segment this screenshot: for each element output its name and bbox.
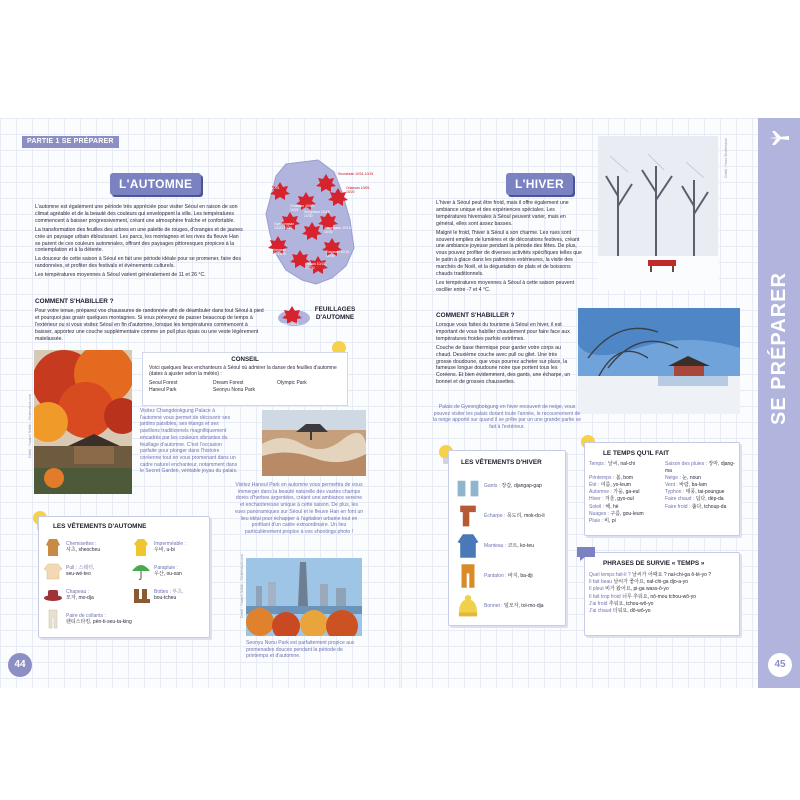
garment-item: Gants : 장갑, djangap-gap [455,473,563,499]
map-label: Gyeryongsan 10/20-10/31 [274,222,295,230]
winter-clothes-card [448,450,566,626]
trousers-icon [455,563,481,589]
phrase-row: Il pleut 비가 왔어요, pi-ga wass-ô-yo [589,586,669,593]
weather-row: Temps : 날씨, nal-chi [589,461,636,467]
speech-bubble-icon [575,545,597,563]
seonyu-park-photo [246,558,362,636]
garment-item: Écharpe : 목도리, mok-do-li [455,503,563,529]
page-number-right: 45 [768,653,792,677]
weather-row: Hiver : 겨울, gyo-oul [589,496,634,503]
sweater-icon [43,561,63,581]
conseil-places [143,380,347,394]
winter-intro-p1: L'hiver à Séoul peut être froid, mais il offre également une ambiance unique et des expériences spéciales. Les températures hivernales à Séoul peuvent varier, mais en général, elles sont assez basses. [436,200,569,227]
garment-item: Parapluie : 우산, ou-san [131,561,209,581]
raincoat-icon [131,537,151,557]
weather-row: Été : 여름, yo-leum [589,482,631,489]
autumn-intro-p4: Les températures moyennes à Séoul varient généralement de 11 et 26 °C. [35,272,206,279]
photo-credit: Crédit : Yusanni Sofiah - Shutterstock.com [28,394,32,458]
phrases-title: PHRASES DE SURVIE « TEMPS » [603,560,705,567]
autumn-clothes-title: LES VÊTEMENTS D'AUTOMNE [53,523,147,530]
garment-item: Bottes : 부츠, bou-tcheu [131,585,209,605]
conseil-place: Dream Forest [213,379,244,386]
trench-coat-icon [43,537,63,557]
weather-row: Soleil : 해, hè [589,503,619,510]
pants-icon [43,609,63,629]
boots-icon [131,585,151,605]
map-label: Juwangsan 10/15-10/30 [324,226,352,234]
winter-dress-text [436,322,574,388]
map-label: Hallasan 10/25-11/10 [276,322,300,330]
conseil-text: Voici quelques lieux enchanteurs à Séoul où admirer la danse des feuilles d'automne (dates à ajuster selon la météo) : [149,365,337,378]
weather-row: Printemps : 봄, bom [589,475,634,482]
winter-intro-p2: Malgré le froid, l'hiver à Séoul a son charme. Les rues sont souvent emplies de lumières et de décorations festives, créant une ambiance joyeuse pendant la période des fêtes. De plus, vous pouvez profiter de diverses activités spécifiques telles que le patin à glace dans les patinoires extérieures, la visite des marchés de Noël, et la dégustation de plats et de boissons chauds traditionnels. [436,229,582,278]
phrase-row: Il fait beau 날씨가 좋아요, nal-chi-ga djo-a-yo [589,579,689,586]
autumn-dress-title: COMMENT S'HABILLER ? [35,298,114,305]
autumn-intro-p1: L'automne est également une période très appréciée pour visiter Séoul en raison de son climat agréable et de la beauté des couleurs qui enveloppent la ville. Les températures commencent à baisser progressivement, créant une atmosphère fraîche et confortable. [35,204,238,224]
map-label: Seoul 10/20-11/01 [252,186,280,190]
phrase-row: J'ai chaud 더워요, dô-wô-yo [589,608,651,615]
map-label: Odaesan 10/05-10/20 [346,186,371,194]
coat-icon [455,533,481,559]
map-label: Naejangsan 10/25-11/05 [268,248,287,256]
weather-row: Faire froid : 춥다, tchoup-da [665,503,727,510]
weather-card [584,442,740,536]
gyeongbokgung-caption: Palais de Gyeongbokgung en hiver recouvert de neige, vous pouvez visiter les palais durant toute l'année, le recouvrement de la neige apporté sur quand il se prête par un une grande partie se fait à l'extérieur. [432,404,582,431]
haneul-park-photo [262,410,366,476]
palace-caption: Visitez Changdeokgung Palace à l'automne vous permet de découvrir ses jardins paisibles, ses étangs et ses pavillons traditionnels magnifiquement encadrés par les couleurs vibrantes du feuillage d'automne. C'est l'occasion parfaite pour plonger dans l'histoire coréenne tout en vous promenant dans un cadre naturel enchanteur, notamment dans le Secret Garden, véritable joyau du palais. [140,408,238,475]
book-spread [0,118,800,688]
phrases-card [584,552,740,636]
photo-credit: Crédit : Yeoul Shutterstock [724,138,728,178]
winter-intro [436,200,584,296]
chapter-side-tab [758,118,800,688]
weather-row: Neige : 눈, noun [665,475,701,482]
winter-dress-p2: Couche de base thermique pour garder votre corps au chaud. Deuxième couche avec pull ou gilet. Une très grosse doudoune, que vous pourrez acheter sur place, la fameuse longue doudoune noire que portent tous les Coréens. Et bien évidemment, des gants, une écharpe, un bonnet et de grosses chaussettes. [436,344,571,386]
autumn-title: L'AUTOMNE [110,173,201,195]
autumn-clothes-card [38,516,210,638]
conseil-place: Haneul Park [149,386,177,393]
garment-item: Chemisettes : 셔츠, sheocheu [43,537,129,557]
side-tab-label-wrap [763,198,795,498]
haneul-caption: Visitez Haneul Park en automne vous permettra de vous immerger dans la beauté naturelle des vastes champs dorés d'herbes argentées, créant une ambiance sereine et enchanteresse unique à cette saison. De plus, les vues panoramiques sur Séoul et le fleuve Han en font un lieu idéal pour échapper à l'agitation urbaine tout en profitant d'un cadre extraordinaire. Un lieu particulièrement propice à vos shootings photo ! [234,482,364,535]
map-label: Jirisan 10/15-10/30 [306,262,327,270]
weather-vocab [589,461,741,525]
phrases-list [589,572,739,615]
weather-row: Faire chaud : 덥다, dèp-da [665,496,724,503]
gloves-icon [455,473,481,499]
map-label: Mudeungsan 10/25-11/05 [270,274,290,282]
winter-title: L'HIVER [506,173,573,195]
phrase-row: J'ai froid 추워요, tchou-wô-yo [589,600,654,607]
hat-icon [43,585,63,605]
airplane-icon [768,130,790,146]
autumn-dress-text: Pour votre tenue, préparez vos chaussures de randonnée afin de déambuler dans tout Séoul à pied et pourquoi pas gravir quelques montagnes. Si vous prévoyez de passer beaucoup de temps à l'extérieur ou si vous visitez Séoul en fin d'automne, lorsque les températures commencent à baisser, apportez une couche supplémentaire comme un pull plus épais ou une veste légèrement matelassée. [35,308,264,342]
weather-row: Pluie : 비, pi [589,517,616,524]
gyeongbokgung-winter-photo [578,308,740,414]
winter-intro-p3: Les températures moyennes à Séoul à cette saison peuvent osciller entre -7 et 4 °C. [436,279,575,293]
umbrella-icon [131,561,151,581]
weather-row: Typhon : 태풍, tai-poungue [665,489,725,496]
conseil-place: Seonyu Nonu Park [213,386,255,393]
autumn-intro-p2: La transformation des feuilles des arbres en une palette de rouges, d'oranges et de jaunes crée un paysage urbain éblouissant. Les parcs, les montagnes et les rives du fleuve Han se parent de ces couleurs automnales, offrant des paysages pittoresques propices à la contemplation et à la détente. [35,226,243,254]
page-fold [399,118,402,688]
garment-item: Chapeau : 모자, mo-dja [43,585,129,605]
conseil-box [142,352,348,406]
autumn-intro-p3: La douceur de cette saison à Séoul en fait une période idéale pour se promener, faire des randonnées, et profiter des festivals et événements culturels. [35,256,241,270]
weather-row: Nuages : 구름, gou-leum [589,510,644,517]
map-label: Seoraksan 10/01-10/15 [338,172,374,176]
side-tab-label: SE PRÉPARER [767,271,790,425]
scarf-icon [455,503,481,529]
weather-row: Automne : 가을, ga-eul [589,489,640,496]
garment-item: Bonnet : 털모자, tol-mo-dja [455,593,563,619]
map-label: Gayasan 10/15-10/30 [326,250,351,258]
garment-item: Pantalon : 바지, ba-dji [455,563,563,589]
weather-title: LE TEMPS QU'IL FAIT [603,450,670,457]
conseil-place: Olympic Park [277,379,307,386]
winter-dress-title: COMMENT S'HABILLER ? [436,312,515,319]
winter-dress-p1: Lorsque vous faites du tourisme à Séoul en hiver, il est important de vous habiller chaudement pour faire face aux températures froides parfois extrêmes. [436,322,570,342]
seonyu-caption: Seonyu Nonu Park est parfaitement propice aux promenades douces pendant la période de printemps et d'automne. [246,640,355,660]
garment-item: Manteau : 코트, ko-teu [455,533,563,559]
conseil-place: Seoul Forest [149,379,178,386]
page-number-left: 44 [8,653,32,677]
photo-credit: Crédit : Yusanni Sofiah - Shutterstock.com [240,554,244,618]
garment-item: Pull : 스웨터, seu-wé-teo [43,561,129,581]
changdeokgung-photo [34,350,132,494]
garment-item: Imperméable : 우비, u-bi [131,537,209,557]
weather-row: Saison des pluies : 장마, djang-ma [665,461,735,475]
garment-item: Paire de collants : 팬티스타킹, pèn-ti-seu-ta-king [43,609,163,629]
map-caption: FEUILLAGES D'AUTOMNE [314,306,356,321]
map-label: Chiaksan 10/10-10/25 [290,204,315,212]
weather-row [665,511,741,518]
winter-clothes-title: LES VÊTEMENTS D'HIVER [461,459,542,466]
phrase-row: Il fait trop froid 너무 추워요, nô-mou tchou-wô-yo [589,593,696,600]
autumn-intro [35,204,245,281]
beanie-icon [455,593,481,619]
conseil-title: CONSEIL [231,356,259,363]
snowy-park-photo [598,136,718,290]
weather-row: Vent : 바람, ba-lam [665,482,707,489]
map-label: Songnisan 10/15-10/30 [304,210,331,218]
phrase-row: Quel temps fait-il ? 날씨가 어때요 ? nal-chi-ga ô-tè-yo ? [589,572,712,578]
part-label: PARTIE 1 SE PRÉPARER [22,136,119,148]
